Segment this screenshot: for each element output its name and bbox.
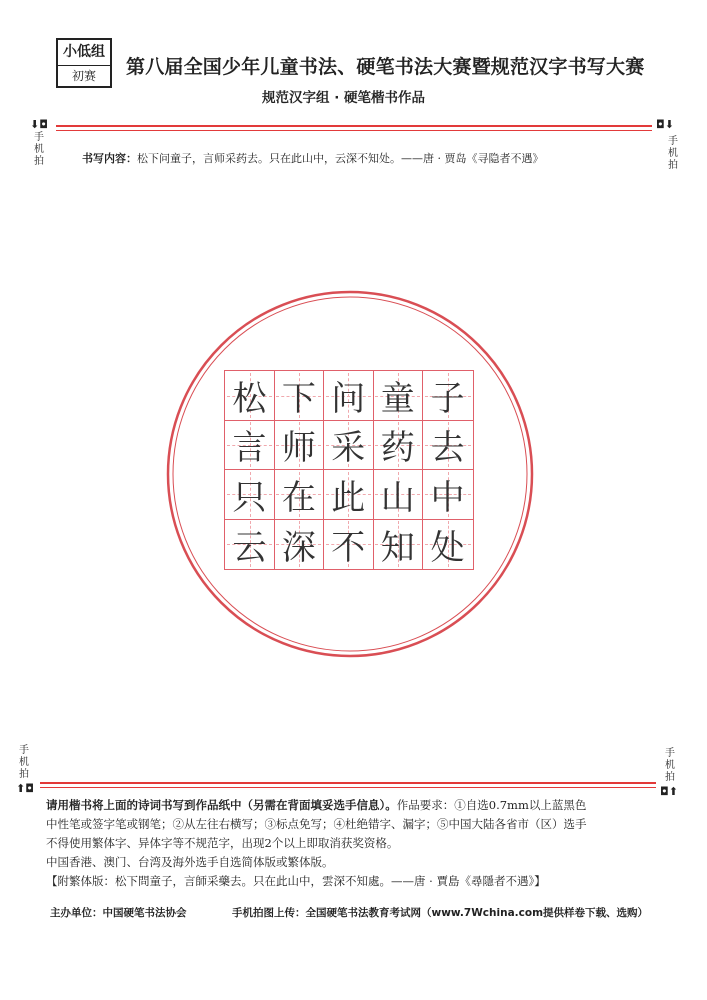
requirements-block <box>46 796 666 891</box>
grid-cell <box>324 371 374 421</box>
phone-shot-label-bottom-left: 手 机 拍 <box>19 745 29 780</box>
grid-character: 只 <box>232 477 267 518</box>
grid-character: 松 <box>232 379 267 419</box>
bottom-rule <box>40 782 656 784</box>
camera-icon-bottom-right: ◘⬆ <box>660 785 678 798</box>
grid-character: 下 <box>281 379 316 419</box>
grid-character: 药 <box>380 428 415 469</box>
grid-cell <box>225 470 275 520</box>
requirements-line-1: 作品要求：①自选0.7mm以上蓝黑色 <box>396 798 587 812</box>
grid-character: 问 <box>331 379 366 419</box>
grid-cell <box>373 420 423 470</box>
grid-character: 山 <box>380 477 415 518</box>
grid-cell <box>324 420 374 470</box>
camera-icon-top-right: ◘⬇ <box>656 118 674 131</box>
grid-cell <box>274 371 324 421</box>
writing-content <box>82 150 544 166</box>
camera-icon-bottom-left: ⬆◘ <box>16 782 34 795</box>
grid-cell <box>324 519 374 569</box>
grid-character: 云 <box>232 527 267 568</box>
grid-cell <box>423 519 473 569</box>
grid-cell <box>225 371 275 421</box>
requirements-line-2: 中性笔或签字笔或钢笔；②从左往右横写；③标点免写；④杜绝错字、漏字；⑤中国大陆各省市（区）选手 <box>46 817 587 831</box>
page-title: 第八届全国少年儿童书法、硬笔书法大赛暨规范汉字书写大赛 <box>126 56 645 78</box>
requirements-line-4: 中国香港、澳门、台湾及海外选手自选简体版或繁体版。 <box>46 855 334 869</box>
page-subtitle: 规范汉字组 · 硬笔楷书作品 <box>262 90 426 106</box>
writing-content-text: 松下问童子，言师采药去。只在此山中，云深不知处。——唐 · 贾岛《寻隐者不遇》 <box>137 152 544 165</box>
requirements-line-3: 不得使用繁体字、异体字等不规范字，出现2个以上即取消获奖资格。 <box>46 836 399 850</box>
grid-cell <box>274 420 324 470</box>
grid-character: 言 <box>232 428 267 469</box>
grid-character: 在 <box>281 477 316 518</box>
grid-character: 师 <box>281 428 316 469</box>
grid-character: 采 <box>331 428 366 469</box>
group-label: 小低组 <box>58 40 110 66</box>
phone-shot-label-top-left: 手 机 拍 <box>34 132 44 167</box>
grid-character: 不 <box>331 527 366 568</box>
grid-cell <box>225 420 275 470</box>
grid-cell <box>423 470 473 520</box>
writing-content-label: 书写内容： <box>82 152 137 165</box>
requirements-line-5: 【附繁体版：松下問童子，言師采藥去。只在此山中，雲深不知處。——唐 · 賈島《尋隱者不遇》】 <box>46 874 546 888</box>
grid-cell <box>324 470 374 520</box>
grid-character: 知 <box>380 527 415 568</box>
grid-cell <box>373 470 423 520</box>
grid-character: 处 <box>430 527 465 568</box>
writing-grid <box>224 370 474 570</box>
bottom-rule-thin <box>40 787 656 788</box>
grid-character: 此 <box>331 477 366 518</box>
stage-label: 初赛 <box>71 69 96 83</box>
grid-character: 去 <box>430 428 465 469</box>
grid-character: 子 <box>430 379 465 419</box>
grid-cell <box>225 519 275 569</box>
grid-cell <box>274 470 324 520</box>
group-badge <box>56 38 112 88</box>
requirements-lead: 请用楷书将上面的诗词书写到作品纸中（另需在背面填妥选手信息）。 <box>46 798 397 812</box>
grid-cell <box>373 371 423 421</box>
grid-cell <box>423 420 473 470</box>
top-rule <box>56 125 652 127</box>
camera-icon-top-left: ⬇◘ <box>30 118 48 131</box>
top-rule-thin <box>56 130 652 131</box>
grid-character: 童 <box>380 379 415 419</box>
grid-cell <box>423 371 473 421</box>
organizer: 主办单位：中国硬笔书法协会 <box>50 907 187 919</box>
upload-info: 手机拍图上传：全国硬笔书法教育考试网（www.7Wchina.com提供样卷下载、选购） <box>232 907 649 919</box>
grid-character: 深 <box>281 527 316 568</box>
phone-shot-label-top-right: 手 机 拍 <box>668 136 678 171</box>
grid-cell <box>373 519 423 569</box>
phone-shot-label-bottom-right: 手 机 拍 <box>665 748 675 783</box>
grid-character: 中 <box>430 477 465 518</box>
grid-cell <box>274 519 324 569</box>
